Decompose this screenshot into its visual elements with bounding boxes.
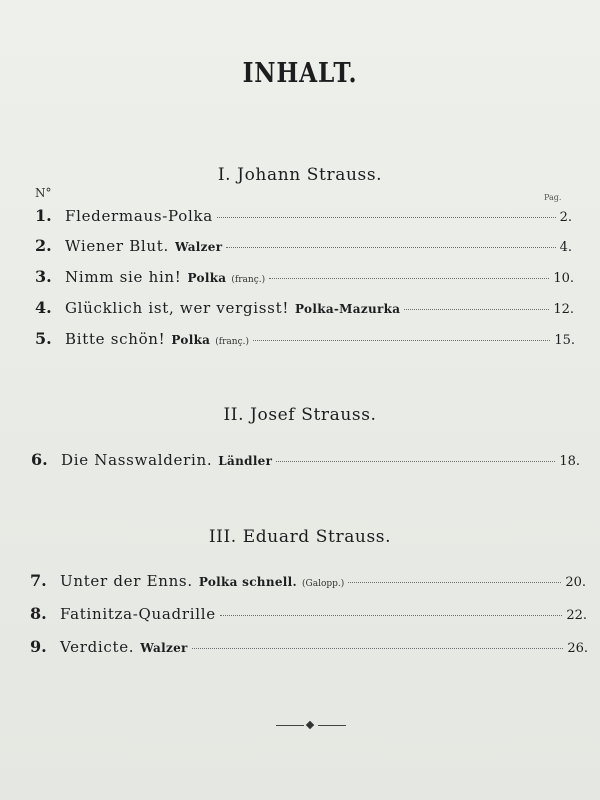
dot-leader [192, 647, 564, 649]
entry-title: Fatinitza-Quadrille [60, 605, 216, 623]
entry-title: Unter der Enns. [60, 572, 193, 590]
entry-page: 26. [567, 641, 588, 656]
toc-entry [30, 637, 588, 659]
entry-note: (Galopp.) [302, 579, 345, 589]
toc-entry [30, 571, 586, 593]
toc-entry [35, 298, 574, 320]
entry-number: 8. [30, 604, 47, 623]
entry-page: 15. [554, 333, 575, 348]
entry-page: 20. [565, 575, 586, 590]
toc-entry [30, 604, 587, 626]
toc-entry [35, 267, 574, 289]
section-title-eduard: III. Eduard Strauss. [208, 527, 392, 547]
toc-entry [31, 450, 580, 472]
entry-type: Ländler [218, 454, 273, 468]
entry-type: Walzer [174, 240, 223, 254]
dot-leader [217, 216, 556, 218]
dot-leader [253, 339, 550, 341]
entry-title: Nimm sie hin! [65, 268, 182, 286]
entry-title: Bitte schön! [65, 330, 166, 348]
entry-note: (franç.) [215, 337, 249, 347]
ornament-divider [276, 722, 346, 730]
toc-entry [35, 236, 572, 258]
entry-type: Polka-Mazurka [295, 302, 401, 316]
entry-note: (franç.) [231, 275, 266, 285]
dot-leader [226, 246, 555, 248]
dot-leader [276, 460, 555, 462]
entry-page: 10. [553, 271, 574, 286]
entry-page: 2. [559, 210, 572, 225]
entry-type: Polka [171, 333, 211, 347]
entry-number: 7. [30, 571, 47, 590]
entry-title: Fledermaus-Polka [65, 207, 213, 225]
page-title: INHALT. [242, 58, 358, 89]
entry-page: 4. [559, 240, 572, 255]
ornament-line [276, 725, 304, 726]
entry-page: 18. [559, 454, 580, 469]
entry-page: 22. [566, 608, 587, 623]
entry-number: 6. [31, 450, 48, 469]
dot-leader [348, 581, 561, 583]
column-header-page: Pag. [544, 193, 562, 202]
entry-title: Glücklich ist, wer vergisst! [65, 299, 290, 317]
section-title-josef: II. Josef Strauss. [223, 405, 377, 425]
entry-page: 12. [553, 302, 574, 317]
section-title-johann: I. Johann Strauss. [217, 165, 383, 185]
diamond-icon [306, 721, 314, 729]
dot-leader [404, 308, 549, 310]
toc-entry [35, 329, 575, 351]
entry-number: 5. [35, 329, 52, 348]
toc-entry [35, 206, 572, 228]
entry-number: 1. [35, 206, 52, 225]
entry-number: 2. [35, 236, 52, 255]
entry-type: Walzer [140, 641, 188, 655]
ornament-line [318, 725, 346, 726]
column-header-number: N° [35, 186, 52, 200]
entry-title: Verdicte. [60, 638, 135, 656]
dot-leader [220, 614, 563, 616]
entry-title: Wiener Blut. [65, 237, 169, 255]
entry-number: 4. [35, 298, 52, 317]
entry-title: Die Nasswalderin. [61, 451, 213, 469]
entry-type: Polka schnell. [198, 575, 297, 589]
entry-number: 3. [35, 267, 52, 286]
entry-number: 9. [30, 637, 47, 656]
dot-leader [269, 277, 549, 279]
entry-type: Polka [187, 271, 227, 285]
